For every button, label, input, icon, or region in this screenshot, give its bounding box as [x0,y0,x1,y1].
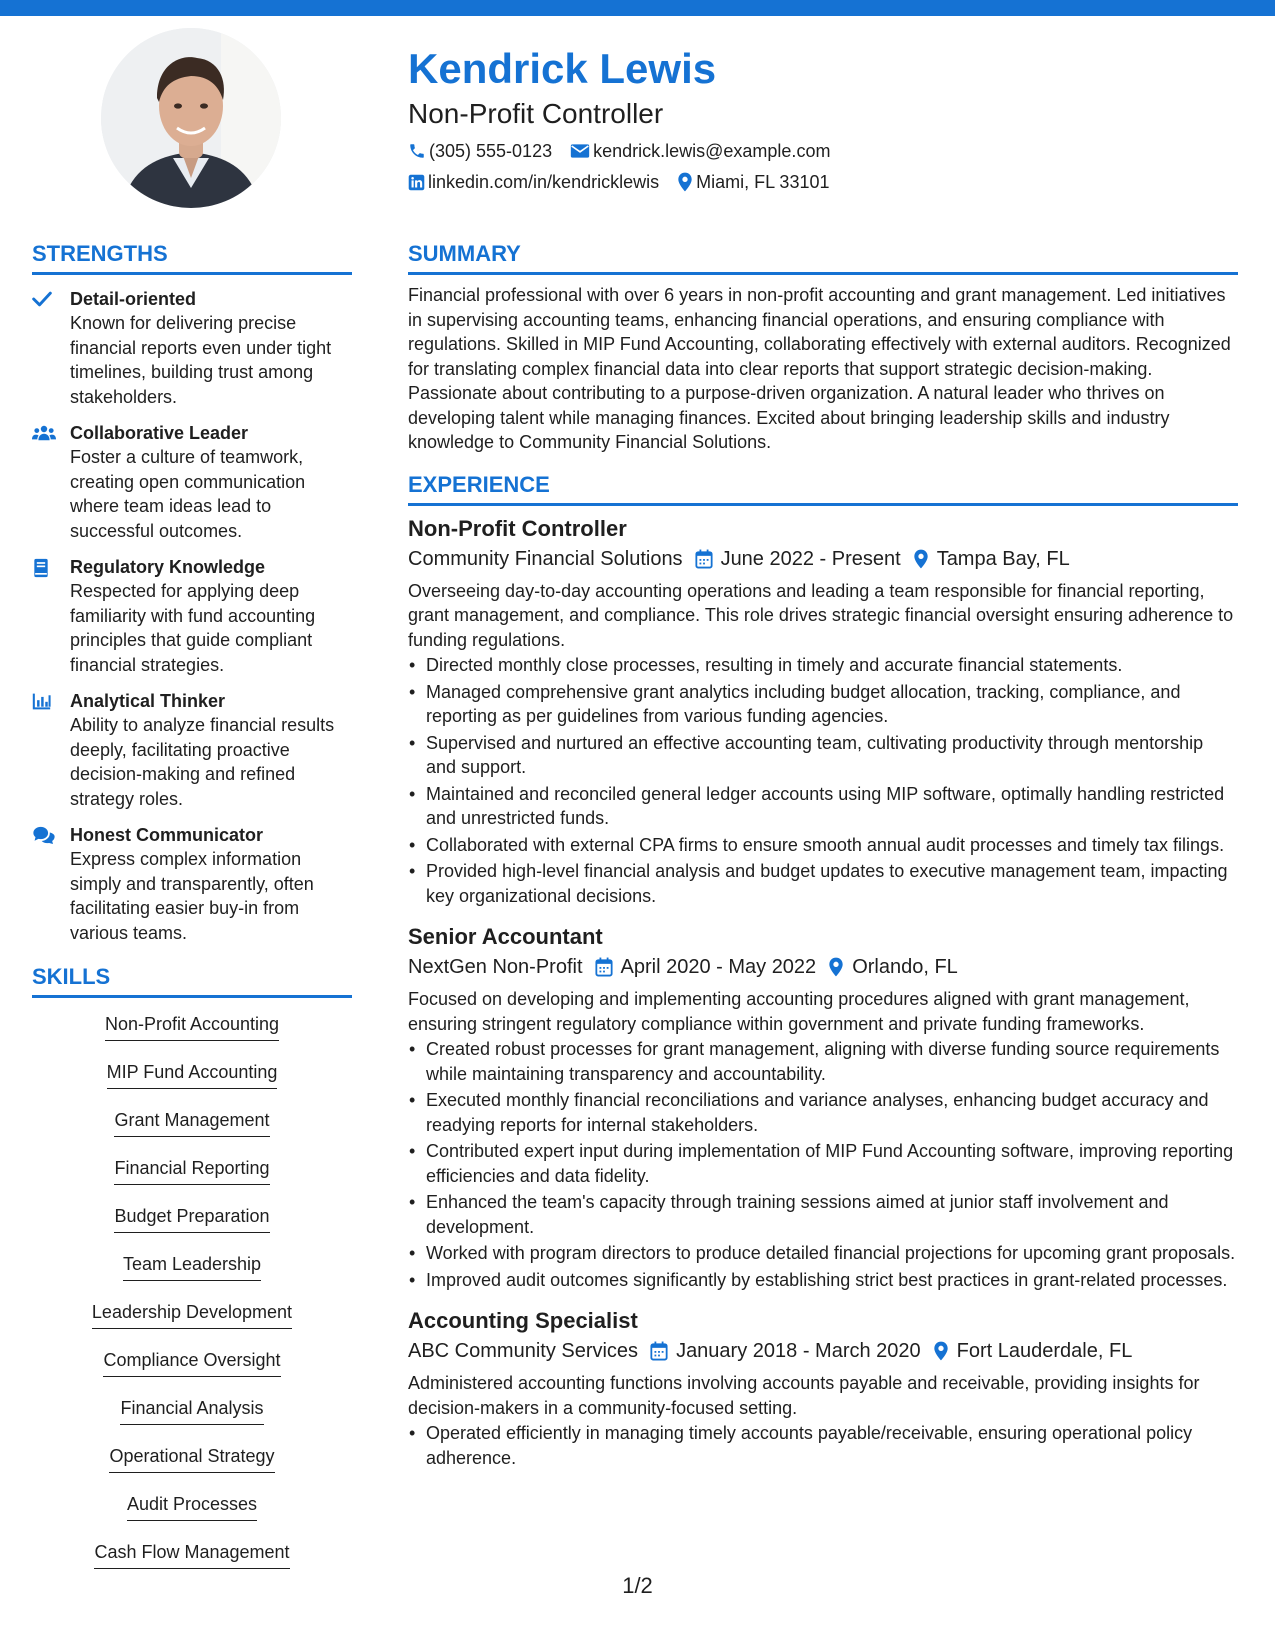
map-pin-icon [677,172,693,192]
email-contact[interactable] [570,139,830,163]
job-dates [650,1337,921,1365]
right-column [408,240,1238,1472]
strengths-list [32,287,352,945]
strength-title: Honest Communicator [70,825,264,845]
strength-title: Collaborative Leader [70,423,249,443]
map-pin-icon [828,957,844,977]
job-description: Administered accounting functions involving accounts payable and receivable, providing insights for decision-makers in a community-focused setting. [408,1373,1200,1418]
envelope-icon [570,143,590,159]
calendar-icon [695,549,713,569]
strength-desc: Foster a culture of teamwork, creating open communication where team ideas lead to successful outcomes. [70,447,306,541]
strength-item [32,555,352,677]
skills-list [32,1006,352,1582]
bullet-item: • Supervised and nurtured an effective accounting team, cultivating productivity through mentorship and support. [408,731,1238,780]
bullet-item: • Maintained and reconciled general ledger accounts using MIP software, optimally handling restricted and unrestricted funds. [408,782,1238,831]
job-entry [408,1306,1238,1470]
job-dates [595,953,817,981]
skill-tag: Financial Reporting [114,1156,269,1185]
bullet-item: • Collaborated with external CPA firms to ensure smooth annual audit processes and timely tax filings. [408,833,1238,858]
job-bullets [408,1421,1238,1470]
bullet-item: • Enhanced the team's capacity through training sessions aimed at junior staff involvement and development. [408,1190,1238,1239]
phone-contact[interactable] [408,139,552,163]
bullet-item: • Contributed expert input during implementation of MIP Fund Accounting software, improving reporting efficiencies and data fidelity. [408,1139,1238,1188]
skills-section [32,963,352,1582]
strength-item [32,689,352,811]
job-location-text: Fort Lauderdale, FL [956,1340,1133,1362]
job-location [933,1337,1133,1365]
email-text: kendrick.lewis@example.com [593,141,831,161]
bullet-item: • Executed monthly financial reconciliations and variance analyses, enhancing budget accuracy and readying reports for internal stakeholders. [408,1088,1238,1137]
skill-tag: Operational Strategy [109,1444,274,1473]
job-meta [408,1337,1238,1365]
job-bullets [408,1037,1238,1292]
strength-desc: Known for delivering precise financial reports even under tight timelines, building trust among stakeholders. [70,313,332,407]
company-name: Community Financial Solutions [408,547,683,570]
bullet-item: • Created robust processes for grant management, aligning with diverse funding source requirements while maintaining transparency and accountability. [408,1037,1238,1086]
skill-tag: Financial Analysis [120,1396,263,1425]
contact-row-1 [408,139,1238,163]
candidate-title: Non-Profit Controller [408,98,664,129]
strength-title: Analytical Thinker [70,691,226,711]
chart-icon [32,692,52,710]
profile-photo [101,28,281,208]
job-title: Senior Accountant [408,924,603,949]
job-dates-text: April 2020 - May 2022 [620,956,817,978]
skill-tag: MIP Fund Accounting [107,1060,278,1089]
job-entry [408,514,1238,909]
job-dates-text: January 2018 - March 2020 [676,1340,921,1362]
location-contact [677,170,829,194]
strength-desc: Respected for applying deep familiarity with fund accounting principles that guide compliant financial strategies. [70,581,316,675]
strength-item [32,823,352,945]
bullet-item: • Improved audit outcomes significantly by establishing strict best practices in grant-related processes. [408,1268,1238,1293]
book-icon [32,558,50,578]
contact-row-2 [408,170,1238,194]
users-icon [32,424,56,442]
company-name: ABC Community Services [408,1340,639,1362]
strengths-heading: STRENGTHS [32,240,352,275]
job-dates-text: June 2022 - Present [720,547,901,570]
job-title: Accounting Specialist [408,1308,638,1333]
phone-text: (305) 555-0123 [429,141,553,161]
bullet-item: • Operated efficiently in managing timely accounts payable/receivable, ensuring operational policy adherence. [408,1421,1238,1470]
resume-header [408,44,1238,194]
skills-heading: SKILLS [32,963,352,998]
bullet-item: • Managed comprehensive grant analytics including budget allocation, tracking, compliance, and reporting as per guidelines from various funding agencies. [408,680,1238,729]
summary-heading: SUMMARY [408,240,1238,275]
skill-tag: Non-Profit Accounting [105,1012,279,1041]
job-location-text: Orlando, FL [852,956,958,978]
linkedin-text: linkedin.com/in/kendricklewis [428,172,660,192]
job-location [828,953,958,981]
job-meta [408,545,1238,573]
job-meta [408,953,1238,981]
job-bullets [408,653,1238,908]
top-accent-bar [0,0,1275,16]
phone-icon [408,142,426,160]
job-description: Focused on developing and implementing accounting procedures aligned with grant management, ensuring stringent regulatory compliance within government and private funding frameworks. [408,989,1190,1034]
check-icon [32,290,52,308]
left-column [32,240,352,1582]
job-location [913,545,1070,573]
linkedin-contact[interactable] [408,170,659,194]
job-description: Overseeing day-to-day accounting operations and leading a team responsible for financial reporting, grant management, and compliance. This role drives strategic financial oversight ensuring adherence to funding regulations. [408,580,1234,650]
job-entry [408,922,1238,1292]
job-title: Non-Profit Controller [408,515,627,541]
skill-tag: Team Leadership [123,1252,261,1281]
linkedin-icon [408,174,425,191]
bullet-item: • Worked with program directors to produce detailed financial projections for upcoming grant proposals. [408,1241,1238,1266]
strength-item [32,287,352,409]
strength-desc: Ability to analyze financial results deeply, facilitating proactive decision-making and refined strategy roles. [70,715,335,809]
strength-title: Regulatory Knowledge [70,557,266,577]
skill-tag: Cash Flow Management [94,1540,289,1569]
comments-icon [32,826,56,844]
candidate-name: Kendrick Lewis [408,45,717,92]
skill-tag: Grant Management [114,1108,269,1137]
bullet-item: • Provided high-level financial analysis and budget updates to executive management team, impacting key organizational decisions. [408,859,1238,908]
location-text: Miami, FL 33101 [696,172,830,192]
experience-heading: EXPERIENCE [408,471,1238,506]
map-pin-icon [933,1341,949,1361]
strength-item [32,421,352,543]
skill-tag: Budget Preparation [114,1204,269,1233]
map-pin-icon [913,549,929,569]
skill-tag: Compliance Oversight [103,1348,280,1377]
page-number: 1/2 [622,1573,653,1598]
job-location-text: Tampa Bay, FL [936,547,1070,570]
skill-tag: Audit Processes [127,1492,257,1521]
strength-desc: Express complex information simply and transparently, often facilitating easier buy-in from various teams. [70,849,314,943]
strength-title: Detail-oriented [70,289,197,309]
calendar-icon [650,1341,668,1361]
portrait-image [101,28,281,208]
company-name: NextGen Non-Profit [408,956,583,978]
bullet-item: • Directed monthly close processes, resulting in timely and accurate financial statements. [408,653,1238,678]
summary-text: Financial professional with over 6 years in non-profit accounting and grant management. Led initiatives in supervising accounting teams, enhancing financial operations, and ensuring compliance with regulations. Skilled in MIP Fund Accounting, collaborating effectively with external auditors. Recognized for translating complex financial data into clear reports that support strategic decision-making. Passionate about contributing to a purpose-driven organization. A natural leader who thrives on developing talent while managing finances. Excited about bringing leadership skills and industry knowledge to Community Financial Solutions. [408,285,1231,452]
calendar-icon [595,957,613,977]
job-dates [695,545,901,573]
experience-section [408,471,1238,1471]
skill-tag: Leadership Development [92,1300,292,1329]
